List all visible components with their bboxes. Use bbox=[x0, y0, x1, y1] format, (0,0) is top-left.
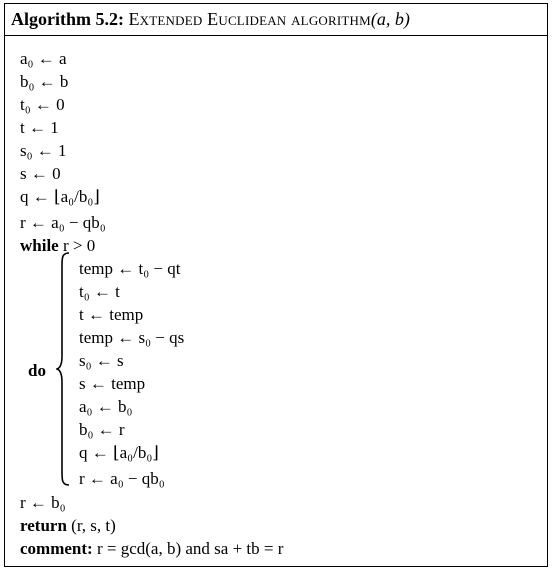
algorithm-title bbox=[11, 9, 410, 30]
algorithm-header bbox=[5, 4, 547, 36]
algo-line-2: b₀ ← b bbox=[20, 72, 69, 91]
loop-line-10: r ← a₀ − qb₀ bbox=[79, 469, 165, 488]
algo-line-7: q ← ⌊a₀/b₀⌋ bbox=[20, 187, 100, 206]
while-keyword: while bbox=[20, 236, 59, 255]
return-value: (r, s, t) bbox=[71, 516, 116, 535]
return-line bbox=[20, 516, 116, 536]
do-keyword: do bbox=[28, 361, 46, 380]
algorithm-label: Algorithm 5.2: bbox=[11, 9, 124, 29]
comment-keyword: comment: bbox=[20, 539, 93, 558]
algo-line-1: a₀ ← a bbox=[20, 49, 67, 68]
algorithm-params: (a, b) bbox=[370, 9, 410, 29]
while-condition: r > 0 bbox=[62, 236, 96, 255]
loop-line-7: a₀ ← b₀ bbox=[79, 397, 133, 416]
after-loop-line: r ← b₀ bbox=[20, 493, 66, 512]
loop-line-4: temp ← s₀ − qs bbox=[79, 328, 185, 347]
comment-line bbox=[20, 539, 283, 559]
return-keyword: return bbox=[20, 516, 67, 535]
do-brace bbox=[56, 252, 70, 486]
algo-line-6: s ← 0 bbox=[20, 164, 61, 183]
loop-line-2: t₀ ← t bbox=[79, 282, 120, 301]
loop-line-6: s ← temp bbox=[79, 374, 146, 393]
algo-line-8: r ← a₀ − qb₀ bbox=[20, 213, 106, 232]
algo-line-4: t ← 1 bbox=[20, 118, 59, 137]
loop-line-5: s₀ ← s bbox=[79, 351, 124, 370]
algo-line-3: t₀ ← 0 bbox=[20, 95, 65, 114]
algorithm-name: Extended Euclidean algorithm bbox=[128, 9, 371, 29]
algo-line-5: s₀ ← 1 bbox=[20, 141, 67, 160]
loop-line-1: temp ← t₀ − qt bbox=[79, 259, 181, 278]
loop-line-3: t ← temp bbox=[79, 305, 144, 324]
loop-line-9: q ← ⌊a₀/b₀⌋ bbox=[79, 443, 159, 462]
loop-line-8: b₀ ← r bbox=[79, 420, 125, 439]
comment-text: r = gcd(a, b) and sa + tb = r bbox=[96, 539, 284, 558]
